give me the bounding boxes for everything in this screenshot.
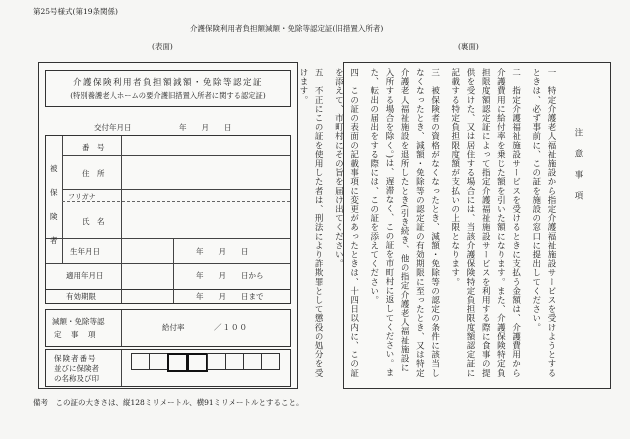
insurer-label-line3: の名称及び印	[54, 374, 99, 383]
notice-item-1: 一 特定介護老人福祉施設から指定介護福祉施設サービスを受けようとするときは、必ず事前に、この証を施設の窓口に提出してください。	[530, 68, 556, 378]
issue-date-value: 年 月 日	[179, 123, 232, 132]
number-label: 番 号	[82, 143, 105, 152]
benefit-rate-label: 給付率	[162, 323, 185, 332]
size-note: 備考 この証の大きさは、縦128ミリメートル、横91ミリメートルとすること。	[33, 398, 304, 407]
insurer-digit-box[interactable]	[149, 353, 168, 370]
insured-char-2: 保	[50, 188, 58, 197]
applicable-date-label: 適用年月日	[66, 271, 104, 280]
insurer-digit-box[interactable]	[187, 353, 208, 372]
birthdate-value: 年 月 日	[196, 247, 249, 256]
form-number: 第25号様式(第19条関係)	[33, 7, 118, 16]
reduction-row	[45, 309, 291, 347]
back-card	[297, 62, 611, 389]
insured-char-1: 被	[50, 164, 58, 173]
card-subtitle: (特別養護老人ホームの要介護旧措置入所者に関する認定証)	[70, 91, 266, 100]
card-title: 介護保険利用者負担額減額・免除等認定証	[72, 78, 263, 88]
notice-item-4: 四 この証の表面の記載事項に変更があったときは、十四日以内に、この証を添えて、市町村にその旨を届け出てください。	[333, 68, 359, 378]
insurer-number-boxes[interactable]	[132, 353, 280, 372]
furigana-label: フリガナ	[68, 193, 96, 201]
applicable-date-value: 年 月 日から	[196, 271, 264, 280]
benefit-rate-value: ／１００	[214, 323, 248, 332]
insurer-digit-box[interactable]	[225, 353, 244, 370]
insurer-digit-box[interactable]	[261, 353, 280, 370]
document-title: 介護保険利用者負担額減額・免除等認定証(旧措置入所者)	[190, 24, 384, 33]
insurer-digit-box[interactable]	[207, 353, 226, 370]
insurer-digit-box[interactable]	[243, 353, 262, 370]
insured-char-3: 険	[50, 212, 58, 221]
notice-item-5: 五 不正にこの証を使用した者は、刑法により詐欺罪として懲役の処分を受けます。	[297, 68, 324, 378]
front-card	[38, 62, 298, 389]
issue-date-label: 交付年月日	[94, 123, 132, 132]
back-side-label: (裏面)	[458, 42, 479, 51]
insured-info-table	[45, 135, 291, 290]
insurer-label-line2: 並びに保険者	[54, 364, 99, 373]
valid-until-value: 年 月 日まで	[196, 292, 264, 301]
valid-until-label: 有効期限	[66, 292, 96, 301]
reduction-label-line2: 定 事 項	[54, 330, 97, 339]
back-heading: 注 意 事 項	[573, 128, 583, 202]
insurer-row	[45, 349, 291, 387]
insurer-label-line1: 保険者番号	[54, 354, 97, 363]
insurer-digit-box[interactable]	[167, 353, 188, 372]
notice-item-2: 二 指定介護福祉施設サービスを受けるときに支払う金額は、介護費用から介護費用に給付率を乗じた額を引いた額になります。また、介護保険特定負担限度額認定証によって指定介護福祉施設サービスを利用する際に食事の提供を受けた、又は居住する場合には、当該介護保険特定負担限度額認定証に記載する特定負担限度額が支払いの上限となります。	[449, 68, 521, 378]
back-heading-col	[570, 68, 585, 380]
back-items	[295, 68, 558, 380]
front-side-label: (表面)	[152, 42, 173, 51]
name-label: 氏 名	[82, 217, 105, 226]
valid-until-row	[45, 288, 291, 304]
insurer-digit-box[interactable]	[131, 353, 150, 370]
notice-item-3: 三 被保険者の資格がなくなったとき、減額・免除等の認定の条件に該当しなくなったとき、減額・免除等の認定証の有効期限に至ったとき、又は特定介護老人福祉施設を退所したとき(引き続き、他の指定介護老人福祉施設に入所する場合を除く。)は、遅滞なく、この証を市町村に返してください。また、転出の届出をする際には、この証を添えてください。	[368, 68, 440, 378]
insured-char-4: 者	[50, 236, 58, 245]
reduction-label-line1: 減額・免除等認	[52, 317, 105, 326]
card-title-box	[45, 70, 291, 107]
address-label: 住 所	[82, 169, 105, 178]
birthdate-label: 生年月日	[70, 247, 100, 256]
